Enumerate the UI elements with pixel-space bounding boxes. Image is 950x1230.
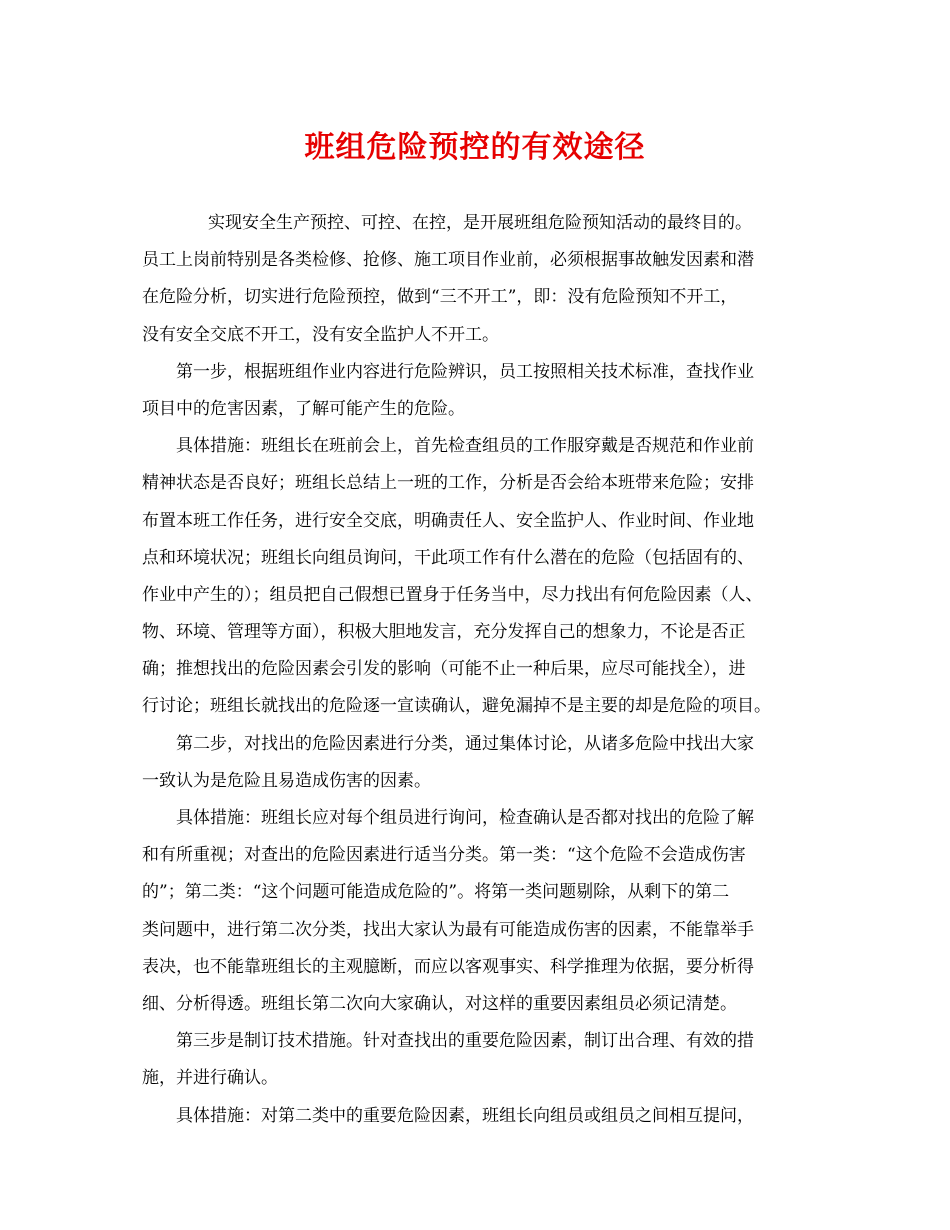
body-line: 具体措施：对第二类中的重要危险因素，班组长向组员或组员之间相互提问， [176,1105,754,1126]
body-line: 作业中产生的）；组员把自己假想已置身于任务当中，尽力找出有何危险因素（人、 [142,584,763,605]
body-line: 第一步，根据班组作业内容进行危险辨识，员工按照相关技术标准，查找作业 [176,361,754,382]
body-line: 物、环境、管理等方面），积极大胆地发言，充分发挥自己的想象力，不论是否正 [142,622,746,643]
body-line: 具体措施：班组长在班前会上，首先检查组员的工作服穿戴是否规范和作业前 [176,436,754,457]
body-line: 在危险分析，切实进行危险预控，做到“三不开工”，即：没有危险预知不开工， [142,287,738,308]
body-line: 没有安全交底不开工，没有安全监护人不开工。 [142,324,499,345]
body-line: 项目中的危害因素，了解可能产生的危险。 [142,398,465,419]
body-line: 类问题中，进行第二次分类，找出大家认为最有可能造成伤害的因素，不能靠举手 [142,919,754,940]
body-line: 点和环境状况；班组长向组员询问，干此项工作有什么潜在的危险（包括固有的、 [142,547,754,568]
body-line: 和有所重视；对查出的危险因素进行适当分类。第一类：“这个危险不会造成伤害 [142,845,746,866]
document-title: 班组危险预控的有效途径 [304,130,646,165]
body-line: 的”；第二类：“这个问题可能造成危险的”。将第一类问题剔除，从剩下的第二 [142,882,730,903]
body-line: 细、分析得透。班组长第二次向大家确认，对这样的重要因素组员必须记清楚。 [142,993,737,1014]
body-line: 施，并进行确认。 [142,1068,278,1089]
body-line: 一致认为是危险且易造成伤害的因素。 [142,770,431,791]
body-line: 员工上岗前特别是各类检修、抢修、施工项目作业前，必须根据事故触发因素和潜 [142,250,754,271]
body-line: 表决，也不能靠班组长的主观臆断，而应以客观事实、科学推理为依据，要分析得 [142,956,754,977]
body-line: 第二步，对找出的危险因素进行分类，通过集体讨论，从诸多危险中找出大家 [176,733,754,754]
body-line: 实现安全生产预控、可控、在控，是开展班组危险预知活动的最终目的。 [208,213,752,233]
document-body [142,205,814,1135]
body-line: 具体措施：班组长应对每个组员进行询问，检查确认是否都对找出的危险了解 [176,808,754,828]
body-line: 第三步是制订技术措施。针对查找出的重要危险因素，制订出合理、有效的措 [176,1031,754,1052]
body-line: 行讨论；班组长就找出的危险逐一宣读确认，避免漏掉不是主要的却是危险的项目。 [142,696,771,717]
body-line: 布置本班工作任务，进行安全交底，明确责任人、安全监护人、作业时间、作业地 [142,510,754,531]
body-line: 精神状态是否良好；班组长总结上一班的工作，分析是否会给本班带来危险；安排 [142,473,754,494]
body-line: 确；推想找出的危险因素会引发的影响（可能不止一种后果，应尽可能找全），进 [142,659,746,680]
